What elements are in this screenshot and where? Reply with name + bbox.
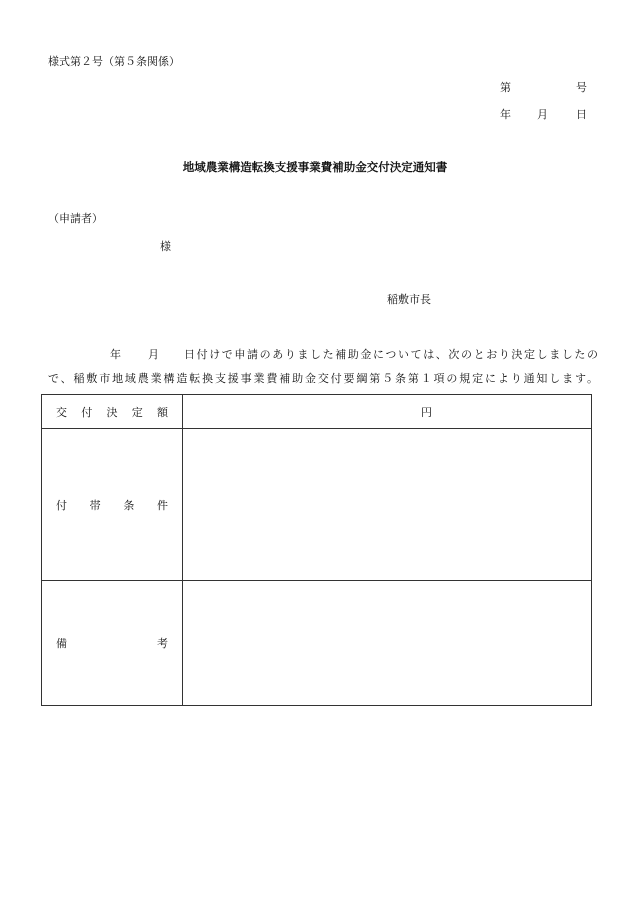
conditions-label-cell [42, 429, 183, 580]
amount-value-cell [183, 395, 591, 428]
conditions-label: 付 帯 条 件 [56, 498, 168, 512]
body-month: 月 [148, 348, 159, 361]
date-year: 年 [500, 108, 511, 121]
issuer: 稲敷市長 [387, 293, 431, 306]
document-title: 地域農業構造転換支援事業費補助金交付決定通知書 [182, 160, 448, 174]
date-month: 月 [537, 108, 548, 121]
remarks-row [42, 581, 591, 705]
body-year: 年 [110, 348, 121, 361]
form-number: 様式第２号（第５条関係） [48, 55, 180, 68]
remarks-label-cell [42, 581, 183, 705]
amount-label: 交 付 決 定 額 [56, 405, 168, 419]
applicant-honorific: 様 [160, 240, 171, 253]
number-prefix: 第 [500, 81, 511, 94]
body-line2: で、稲敷市地域農業構造転換支援事業費補助金交付要綱第５条第１項の規定により通知します。 [48, 372, 598, 385]
applicant-label: （申請者） [48, 212, 103, 225]
amount-unit: 円 [421, 406, 432, 419]
conditions-value-cell [183, 429, 591, 580]
date-day: 日 [576, 108, 587, 121]
remarks-value-cell [183, 581, 591, 705]
body-line1: 日付けで申請のありました補助金については、次のとおり決定しましたの [184, 348, 598, 361]
remarks-label: 備 考 [56, 637, 168, 650]
conditions-row [42, 429, 591, 581]
amount-row [42, 395, 591, 429]
amount-label-cell [42, 395, 183, 428]
number-suffix: 号 [576, 81, 587, 94]
decision-table [41, 394, 592, 706]
